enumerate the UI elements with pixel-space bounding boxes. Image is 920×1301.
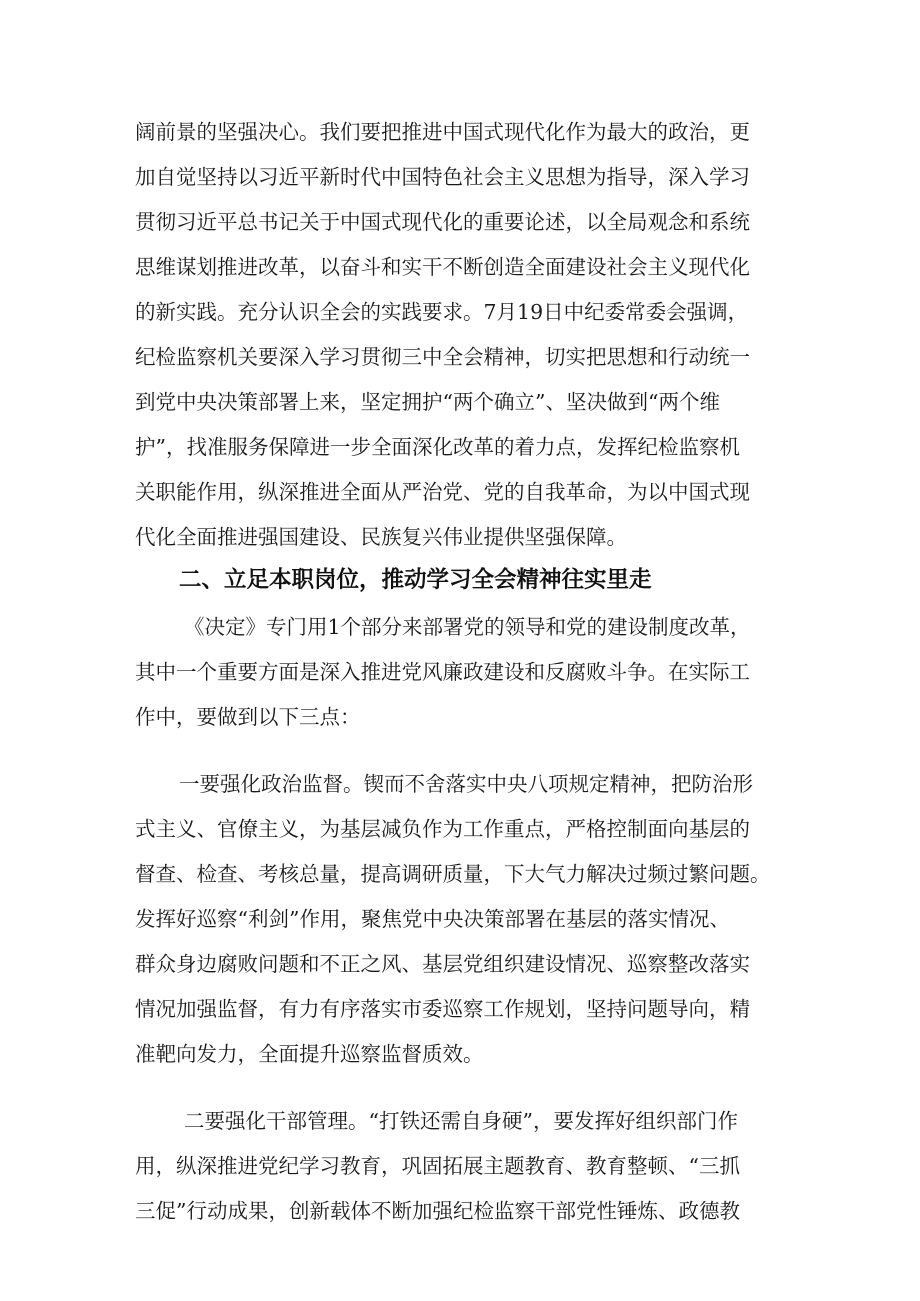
paragraph-line: 一要强化政治监督。锲而不舍落实中央八项规定精神，把防治形 [179, 772, 753, 796]
paragraph-line: 思维谋划推进改革，以奋斗和实干不断创造全面建设社会主义现代化 [135, 255, 750, 279]
paragraph-line: 贯彻习近平总书记关于中国式现代化的重要论述，以全局观念和系统 [135, 210, 750, 234]
paragraph-line: 准靶向发力，全面提升巡察监督质效。 [135, 1042, 484, 1066]
paragraph-line: 护”，找准服务保障进一步全面深化改革的着力点，发挥纪检监察机 [135, 435, 740, 459]
paragraph-line: 《决定》专门用1个部分来部署党的领导和党的建设制度改革， [184, 615, 751, 639]
paragraph-line: 情况加强监督，有力有序落实市委巡察工作规划，坚持问题导向，精 [135, 997, 750, 1021]
paragraph-line: 作中，要做到以下三点： [135, 705, 361, 729]
paragraph-line: 二要强化干部管理。“打铁还需自身硬”，要发挥好组织部门作 [184, 1109, 738, 1133]
paragraph-line: 关职能作用，纵深推进全面从严治党、党的自我革命，为以中国式现 [135, 480, 750, 504]
paragraph-line: 督查、检查、考核总量，提高调研质量，下大气力解决过频过繁问题。 [135, 862, 771, 886]
paragraph-line: 到党中央决策部署上来，坚定拥护“两个确立”、坚决做到“两个维 [135, 390, 720, 414]
paragraph-line: 用，纵深推进党纪学习教育，巩固拓展主题教育、教育整顿、“三抓 [135, 1154, 740, 1178]
paragraph-line: 的新实践。充分认识全会的实践要求。7月19日中纪委常委会强调， [135, 300, 749, 324]
paragraph-line: 纪检监察机关要深入学习贯彻三中全会精神，切实把思想和行动统一 [135, 345, 750, 369]
paragraph-line: 群众身边腐败问题和不正之风、基层党组织建设情况、巡察整改落实 [135, 952, 750, 976]
paragraph-line: 加自觉坚持以习近平新时代中国特色社会主义思想为指导，深入学习 [135, 165, 750, 189]
paragraph-line: 代化全面推进强国建设、民族复兴伟业提供坚强保障。 [135, 525, 627, 549]
paragraph-line: 发挥好巡察“利剑”作用，聚焦党中央决策部署在基层的落实情况、 [135, 907, 730, 931]
paragraph-line: 阔前景的坚强决心。我们要把推进中国式现代化作为最大的政治，更 [135, 120, 750, 144]
paragraph-line: 式主义、官僚主义，为基层减负作为工作重点，严格控制面向基层的 [135, 817, 750, 841]
paragraph-line: 三促”行动成果，创新载体不断加强纪检监察干部党性锤炼、政德教 [135, 1199, 740, 1223]
section-heading: 二、立足本职岗位，推动学习全会精神往实里走 [179, 567, 652, 593]
paragraph-line: 其中一个重要方面是深入推进党风廉政建设和反腐败斗争。在实际工 [135, 660, 750, 684]
